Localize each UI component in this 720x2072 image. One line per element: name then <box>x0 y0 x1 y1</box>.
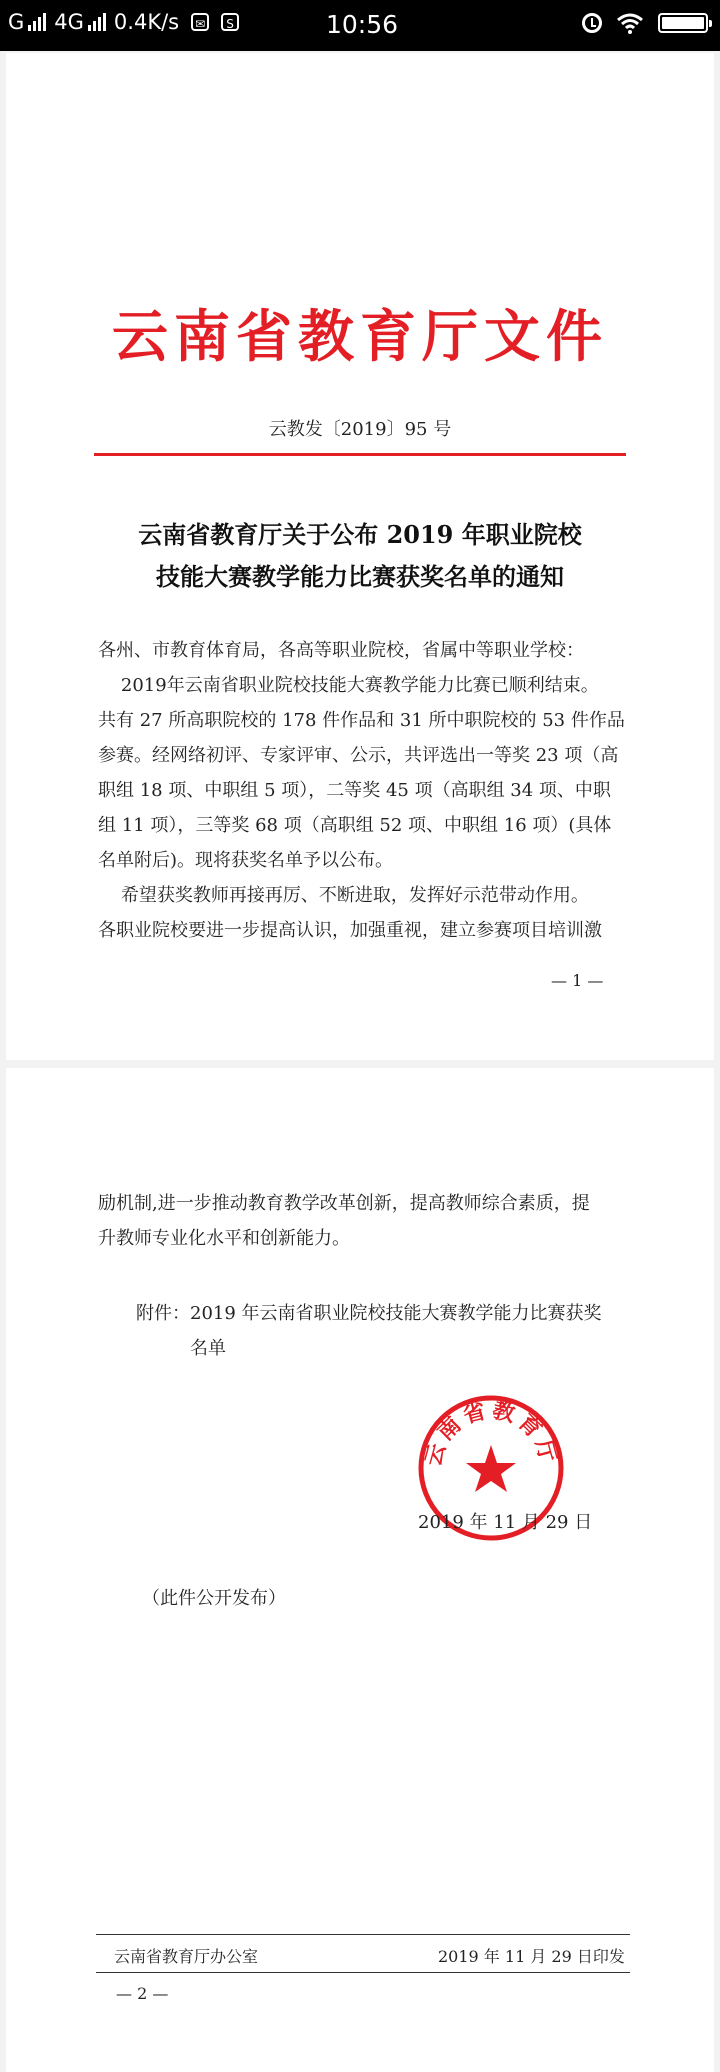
signal-bars-icon <box>28 13 46 31</box>
battery-icon <box>658 13 708 33</box>
body-line: 职组 18 项、中职组 5 项），二等奖 45 项（高职组 34 项、中职 <box>98 780 611 801</box>
wifi-icon <box>616 12 644 34</box>
document-title: 云南省教育厅文件 <box>112 304 608 370</box>
signal-label-1: G <box>8 10 25 34</box>
body-text <box>98 633 628 948</box>
status-right <box>582 12 708 34</box>
network-speed: 0.4K/s <box>113 10 180 34</box>
status-left <box>8 10 239 34</box>
attachment-line: 名单 <box>190 1338 226 1359</box>
footer-office: 云南省教育厅办公室 <box>114 1947 259 1966</box>
body-line: 组 11 项），三等奖 68 项（高职组 52 项、中职组 16 项）(具体 <box>98 815 612 836</box>
attachment-line: 附件：2019 年云南省职业院校技能大赛教学能力比赛获奖 <box>136 1303 602 1324</box>
body-line: 共有 27 所高职院校的 178 件作品和 31 所中职院校的 53 件作品 <box>98 710 625 731</box>
document-page-2[interactable] <box>6 1068 714 2072</box>
signal-bars-icon <box>88 13 106 31</box>
body-line: 各职业院校要进一步提高认识，加强重视，建立参赛项目培训激 <box>98 920 602 941</box>
recipients-line: 各州、市教育体育局，各高等职业院校，省属中等职业学校： <box>98 640 584 661</box>
status-bar <box>0 0 720 51</box>
body-line: 励机制,进一步推动教育教学改革创新，提高教师综合素质，提 <box>98 1193 590 1214</box>
body-line: 2019年云南省职业院校技能大赛教学能力比赛已顺利结束。 <box>98 675 599 696</box>
footer-issue-date: 2019 年 11 月 29 日印发 <box>438 1947 625 1966</box>
body-line: 升教师专业化水平和创新能力。 <box>98 1228 350 1249</box>
star-icon <box>466 1445 516 1492</box>
footer-top-rule <box>96 1934 630 1935</box>
seal-text: 云南省教育厅 <box>420 1396 562 1469</box>
signal-label-2: 4G <box>54 10 84 34</box>
notice-heading-line-1: 云南省教育厅关于公布 2019 年职业院校 <box>138 520 582 549</box>
page-number: — 1 — <box>551 971 604 990</box>
footer-bottom-rule <box>96 1972 630 1973</box>
document-number: 云教发〔2019〕95 号 <box>268 419 452 440</box>
notice-heading-line-2: 技能大赛教学能力比赛获奖名单的通知 <box>156 562 564 591</box>
red-divider <box>94 453 626 456</box>
body-line: 参赛。经网络初评、专家评审、公示，共评选出一等奖 23 项（高 <box>98 745 619 766</box>
page-number: — 2 — <box>116 1984 169 2003</box>
status-time: 10:56 <box>326 10 399 39</box>
app-badge-icon: S <box>221 13 239 31</box>
attachment-note <box>136 1296 666 1366</box>
alarm-icon <box>582 13 602 33</box>
body-line: 名单附后)。现将获奖名单予以公布。 <box>98 850 394 871</box>
body-text <box>98 1186 628 1256</box>
signing-date: 2019 年 11 月 29 日 <box>418 1512 593 1533</box>
body-line: 希望获奖教师再接再厉、不断进取，发挥好示范带动作用。 <box>98 885 589 906</box>
document-page-1[interactable] <box>6 53 714 1060</box>
publish-note: （此件公开发布） <box>142 1588 286 1609</box>
notification-icon: ✉ <box>191 13 209 31</box>
